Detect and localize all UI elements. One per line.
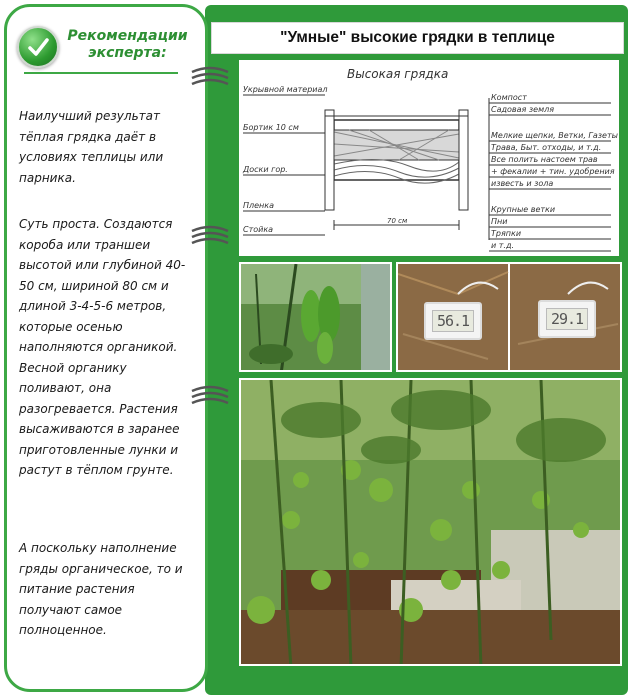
main-title: "Умные" высокие грядки в теплице xyxy=(211,22,624,54)
checkmark-badge-icon xyxy=(17,26,59,68)
left-thermometer xyxy=(424,302,482,340)
cucumber-photo xyxy=(239,262,392,372)
diagram-right-label: известь и зола xyxy=(491,179,554,188)
diagram-left-label: Бортик 10 см xyxy=(243,123,299,132)
paragraph-intro: Наилучший результат тёплая грядка даёт в условиях теплицы или парника. xyxy=(19,109,164,185)
width-label: 70 см xyxy=(387,217,408,225)
greenhouse-tomato-photo xyxy=(239,378,622,666)
binding-ring-icon xyxy=(190,66,232,90)
right-thermometer xyxy=(538,300,596,338)
diagram-right-label: + фекалии + тин. удобрения xyxy=(491,167,615,176)
diagram-right-label: Мелкие щепки, Ветки, Газеты xyxy=(491,131,618,140)
binding-ring-icon xyxy=(190,225,232,249)
diagram-right-label: Тряпки xyxy=(491,229,522,238)
diagram-right-label: Садовая земля xyxy=(491,105,555,114)
diagram-right-label: Трава, Быт. отходы, и т.д. xyxy=(491,143,602,152)
diagram-left-label: Доски гор. xyxy=(243,165,288,174)
diagram-left-label: Укрывной материал xyxy=(243,85,328,94)
diagram-right-label: Пни xyxy=(491,217,508,226)
diagram-left-label: Пленка xyxy=(243,201,275,210)
right-thermometer-reading: 29.1 xyxy=(546,308,588,330)
diagram-right-label: Крупные ветки xyxy=(491,205,556,214)
diagram-right-label: и т.д. xyxy=(491,241,515,250)
paragraph-method: Суть проста. Создаются короба или траншеи высотой или глубиной 40-50 см, шириной 80 см и длиной 3-4-5-6 метров, которые осенью наполняются органикой. Весной органику поливают, она разогревается. Растения высаживаются в заранее приготовленные лунки и растут в тёплом грунте. xyxy=(19,217,186,477)
raised-bed-diagram xyxy=(239,60,619,256)
left-thermometer-reading: 56.1 xyxy=(432,310,474,332)
diagram-right-label: Компост xyxy=(491,93,527,102)
diagram-left-label: Стойка xyxy=(243,225,274,234)
diagram-title: Высокая грядка xyxy=(347,67,449,81)
thermometer-photo xyxy=(396,262,622,372)
binding-ring-icon xyxy=(190,385,232,409)
diagram-right-label: Все полить настоем трав xyxy=(491,155,598,164)
title-underline xyxy=(24,72,178,74)
paragraph-nutrition: А поскольку наполнение гряды органическое, то и питание растения получают самое полноценное. xyxy=(19,541,183,637)
recommendation-title: Рекомендации эксперта: xyxy=(67,28,188,61)
